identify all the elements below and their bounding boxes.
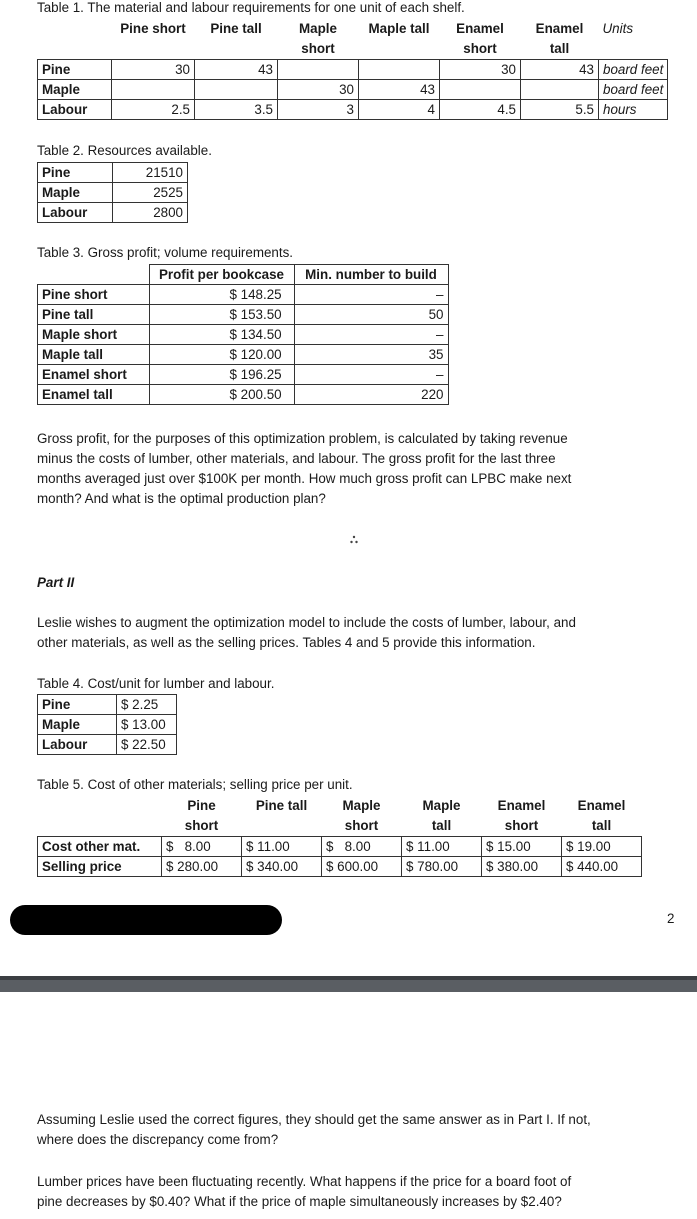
table-cell: $ 13.00 [117, 715, 177, 735]
table-cell: $ 600.00 [322, 857, 402, 877]
paragraph-line: Leslie wishes to augment the optimization model to include the costs of lumber, labour, and [37, 615, 576, 630]
part2-paragraph [37, 613, 677, 653]
table3-header: Min. number to build [294, 265, 448, 285]
table1-header: Maple tall [368, 21, 430, 36]
table-row [38, 183, 188, 203]
table-row [38, 385, 449, 405]
table-row [38, 857, 642, 877]
table-row [38, 305, 449, 325]
table4-caption: Table 4. Cost/unit for lumber and labour. [37, 676, 275, 691]
table-row [38, 60, 668, 80]
paragraph-line: months averaged just over $100K per month. How much gross profit can LPBC make next [37, 471, 572, 486]
paragraph-line: Assuming Leslie used the correct figures, they should get the same answer as in Part I. If not, [37, 1112, 591, 1127]
table-row [38, 715, 177, 735]
row-label: Maple [38, 715, 117, 735]
table-cell [521, 80, 599, 100]
page-separator-band [0, 980, 697, 992]
table1 [37, 19, 668, 120]
table-cell: $ 148.25 [149, 285, 294, 305]
table-cell: $ 8.00 [162, 837, 242, 857]
table5-header: short [184, 818, 219, 833]
page-number: 2 [667, 911, 675, 926]
table-cell: – [294, 365, 448, 385]
table-cell: 2525 [113, 183, 188, 203]
table-cell: 2.5 [112, 100, 195, 120]
table1-header: short [301, 41, 335, 56]
row-label: Maple short [38, 325, 150, 345]
table1-caption: Table 1. The material and labour requirements for one unit of each shelf. [37, 0, 465, 15]
table1-header: Units [602, 21, 634, 36]
paragraph-line: where does the discrepancy come from? [37, 1132, 279, 1147]
paragraph-line: month? And what is the optimal production plan? [37, 491, 326, 506]
table-cell [440, 80, 521, 100]
row-label: Pine tall [38, 305, 150, 325]
row-label: Labour [38, 100, 112, 120]
table5-header: Pine tall [255, 798, 308, 813]
table-cell [359, 60, 440, 80]
table-cell: 3.5 [195, 100, 278, 120]
table-cell [112, 80, 195, 100]
table5-header: short [504, 818, 539, 833]
table5-header: Maple [422, 798, 461, 813]
table-row [38, 80, 668, 100]
row-label: Pine short [38, 285, 150, 305]
table-cell: 43 [521, 60, 599, 80]
table-cell: 4.5 [440, 100, 521, 120]
table-cell: 50 [294, 305, 448, 325]
table5-header: Pine [187, 798, 216, 813]
row-label: Maple [38, 183, 113, 203]
table1-header: tall [549, 41, 570, 56]
table5-header: Enamel [497, 798, 546, 813]
table-cell: 43 [195, 60, 278, 80]
table-row [38, 163, 188, 183]
row-label: Selling price [38, 857, 162, 877]
table-cell: 2800 [113, 203, 188, 223]
table3-header: Profit per bookcase [149, 265, 294, 285]
row-label: Enamel tall [38, 385, 150, 405]
table-cell: $ 440.00 [562, 857, 642, 877]
table-cell: 30 [440, 60, 521, 80]
table-row [38, 365, 449, 385]
table-cell: $ 22.50 [117, 735, 177, 755]
table-row [38, 695, 177, 715]
table5-header-row [38, 796, 642, 837]
row-label: Maple [38, 80, 112, 100]
table3 [37, 264, 449, 405]
table5-caption: Table 5. Cost of other materials; selling price per unit. [37, 777, 353, 792]
row-label: Enamel short [38, 365, 150, 385]
table1-header-row [38, 19, 668, 60]
question-lumber-prices [37, 1172, 677, 1212]
table-row [38, 837, 642, 857]
paragraph-line: Lumber prices have been fluctuating recently. What happens if the price for a board foot of [37, 1174, 572, 1189]
paragraph-line: other materials, as well as the selling prices. Tables 4 and 5 provide this information. [37, 635, 536, 650]
table-cell: $ 380.00 [482, 857, 562, 877]
question-discrepancy [37, 1110, 677, 1150]
table-cell: $ 340.00 [242, 857, 322, 877]
table-row [38, 325, 449, 345]
table-cell: $ 15.00 [482, 837, 562, 857]
unit-cell: hours [599, 100, 668, 120]
table5-header: short [344, 818, 379, 833]
table-row [38, 345, 449, 365]
table-row [38, 285, 449, 305]
table-cell: – [294, 325, 448, 345]
table-cell: $ 120.00 [149, 345, 294, 365]
table5 [37, 796, 642, 877]
row-label: Cost other mat. [38, 837, 162, 857]
table-row [38, 735, 177, 755]
table1-header: Pine short [120, 21, 186, 36]
table-row [38, 100, 668, 120]
table3-caption: Table 3. Gross profit; volume requirements. [37, 245, 294, 260]
table-cell: 35 [294, 345, 448, 365]
table-cell: $ 19.00 [562, 837, 642, 857]
table-cell [195, 80, 278, 100]
table1-header: Enamel [456, 21, 504, 36]
table-cell: 3 [278, 100, 359, 120]
row-label: Pine [38, 60, 112, 80]
paragraph-line: minus the costs of lumber, other materials, and labour. The gross profit for the last three [37, 451, 556, 466]
table3-header-row [38, 265, 449, 285]
part2-heading: Part II [37, 575, 75, 590]
row-label: Maple tall [38, 345, 150, 365]
row-label: Labour [38, 735, 117, 755]
unit-cell: board feet [599, 80, 668, 100]
table5-header: tall [431, 818, 452, 833]
table2 [37, 162, 188, 223]
table-cell: – [294, 285, 448, 305]
table-cell: 30 [278, 80, 359, 100]
paragraph-line: pine decreases by $0.40? What if the price of maple simultaneously increases by $2.40? [37, 1194, 562, 1209]
table-cell: $ 8.00 [322, 837, 402, 857]
table-cell: 43 [359, 80, 440, 100]
table5-header: tall [591, 818, 612, 833]
table2-caption: Table 2. Resources available. [37, 143, 212, 158]
table1-header: Maple [299, 21, 337, 36]
table5-header: Enamel [577, 798, 626, 813]
table-cell: 21510 [113, 163, 188, 183]
table-cell: $ 153.50 [149, 305, 294, 325]
paragraph-line: Gross profit, for the purposes of this optimization problem, is calculated by taking revenue [37, 431, 568, 446]
table-cell: $ 134.50 [149, 325, 294, 345]
table-cell: $ 2.25 [117, 695, 177, 715]
table1-header: Pine tall [210, 21, 262, 36]
table-cell: 4 [359, 100, 440, 120]
table-row [38, 203, 188, 223]
table-cell: $ 200.50 [149, 385, 294, 405]
table-cell: 220 [294, 385, 448, 405]
table-cell [278, 60, 359, 80]
redaction-bar [10, 905, 282, 935]
table1-header: short [463, 41, 497, 56]
unit-cell: board feet [599, 60, 668, 80]
table5-header: Maple [342, 798, 381, 813]
table-cell: $ 280.00 [162, 857, 242, 877]
table-cell: 30 [112, 60, 195, 80]
table-cell: $ 11.00 [402, 837, 482, 857]
table4 [37, 694, 177, 755]
row-label: Pine [38, 695, 117, 715]
table-cell: $ 196.25 [149, 365, 294, 385]
gross-profit-paragraph [37, 429, 677, 509]
row-label: Labour [38, 203, 113, 223]
table-cell: 5.5 [521, 100, 599, 120]
dot-mark-icon [349, 535, 359, 545]
table-cell: $ 11.00 [242, 837, 322, 857]
row-label: Pine [38, 163, 113, 183]
table-cell: $ 780.00 [402, 857, 482, 877]
table1-header: Enamel [535, 21, 584, 36]
